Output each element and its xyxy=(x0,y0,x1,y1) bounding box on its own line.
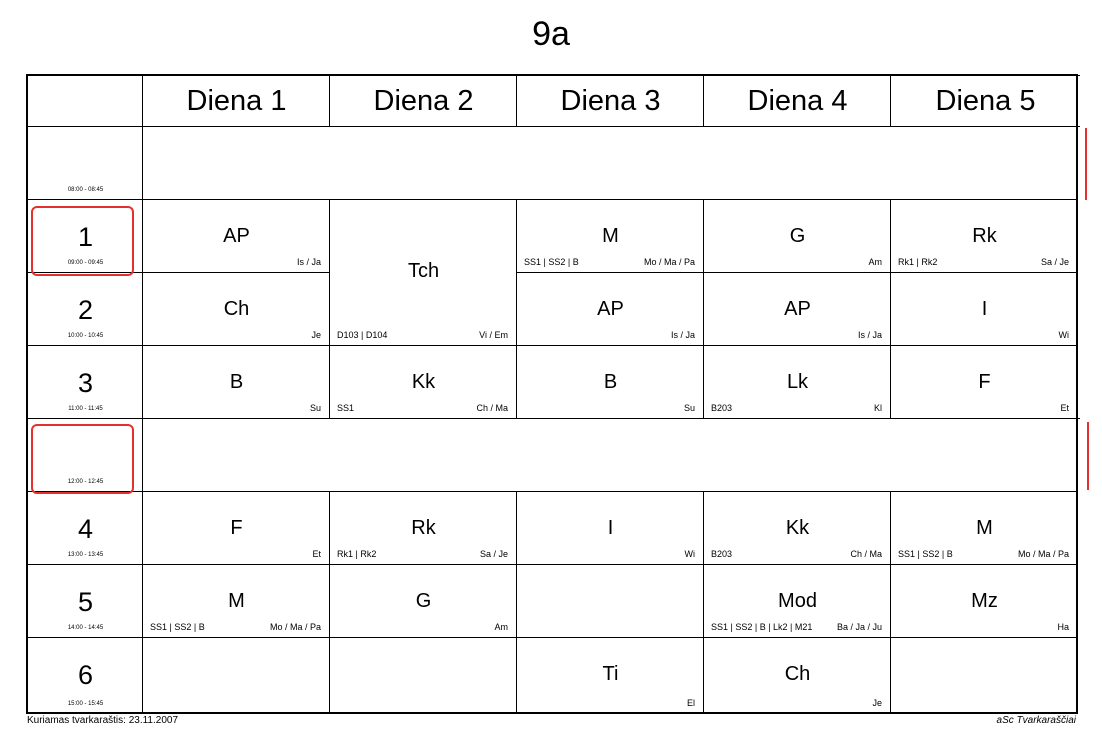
period-label-3 xyxy=(27,345,143,419)
empty-lesson-cell[interactable] xyxy=(142,637,330,714)
lesson-teacher: Kl xyxy=(873,403,882,413)
selection-marker-right xyxy=(1087,422,1089,490)
lesson-teacher: Et xyxy=(312,549,321,559)
period-label-4 xyxy=(27,491,143,565)
lesson-cell[interactable] xyxy=(703,199,891,273)
period-time: 14:00 - 14:45 xyxy=(67,625,104,631)
lesson-teacher: Is / Ja xyxy=(670,330,695,340)
lesson-teacher: Sa / Je xyxy=(1040,257,1069,267)
lesson-teacher: Mo / Ma / Pa xyxy=(269,622,321,632)
empty-lesson-cell[interactable] xyxy=(890,637,1078,714)
lesson-cell[interactable] xyxy=(516,272,704,346)
lesson-room: D103 | D104 xyxy=(337,330,388,340)
period-time: 12:00 - 12:45 xyxy=(67,479,104,485)
lesson-cell-double[interactable] xyxy=(329,199,517,346)
lesson-cell[interactable] xyxy=(516,491,704,565)
lesson-room: Rk1 | Rk2 xyxy=(898,257,938,267)
lesson-room: SS1 | SS2 | B xyxy=(524,257,579,267)
lesson-teacher: Je xyxy=(872,698,882,708)
lesson-subject: Tch xyxy=(407,260,440,282)
period-time: 11:00 - 11:45 xyxy=(68,406,103,412)
lesson-cell[interactable] xyxy=(142,199,330,273)
lesson-teacher: Is / Ja xyxy=(857,330,882,340)
lesson-subject: I xyxy=(981,298,988,320)
lesson-teacher: Ba / Ja / Ju xyxy=(836,622,882,632)
lesson-cell[interactable] xyxy=(142,491,330,565)
lesson-teacher: Ch / Ma xyxy=(476,403,508,413)
lesson-subject: AP xyxy=(784,298,811,320)
lesson-teacher: Su xyxy=(683,403,695,413)
lesson-subject: B xyxy=(229,371,244,393)
lesson-subject: Lk xyxy=(786,371,809,393)
day-header-4: Diena 4 xyxy=(703,75,891,127)
period-time: 09:00 - 09:45 xyxy=(67,260,104,266)
selection-marker-right xyxy=(1085,128,1087,200)
empty-row-early xyxy=(142,126,1080,200)
lesson-subject: F xyxy=(978,371,991,393)
lesson-teacher: Am xyxy=(494,622,508,632)
lesson-subject: I xyxy=(607,517,614,539)
lesson-cell[interactable] xyxy=(142,564,330,638)
lesson-cell[interactable] xyxy=(890,199,1078,273)
day-header-1: Diena 1 xyxy=(142,75,330,127)
lesson-teacher: Je xyxy=(311,330,321,340)
period-time: 13:00 - 13:45 xyxy=(67,552,104,558)
period-number: 3 xyxy=(77,368,94,398)
lesson-subject: Ch xyxy=(223,298,250,320)
lesson-subject: Mod xyxy=(778,590,817,612)
lesson-cell[interactable] xyxy=(890,272,1078,346)
lesson-teacher: Et xyxy=(1060,403,1069,413)
lesson-teacher: Am xyxy=(868,257,882,267)
lesson-teacher: Mo / Ma / Pa xyxy=(1017,549,1069,559)
lesson-subject: AP xyxy=(597,298,624,320)
lesson-subject: Kk xyxy=(411,371,436,393)
lesson-subject: AP xyxy=(223,225,250,247)
lesson-teacher: Sa / Je xyxy=(479,549,508,559)
lesson-teacher: Su xyxy=(309,403,321,413)
lesson-teacher: El xyxy=(686,698,695,708)
lesson-cell[interactable] xyxy=(703,345,891,419)
timetable-title: 9a xyxy=(532,15,570,53)
lesson-room: SS1 xyxy=(337,403,355,413)
lesson-cell[interactable] xyxy=(703,637,891,714)
period-label-0 xyxy=(27,126,143,200)
period-number: 2 xyxy=(77,295,94,325)
empty-lesson-cell[interactable] xyxy=(516,564,704,638)
lesson-cell[interactable] xyxy=(329,491,517,565)
period-label-2 xyxy=(27,272,143,346)
lesson-cell[interactable] xyxy=(329,345,517,419)
corner-cell xyxy=(27,75,143,127)
period-label-5 xyxy=(27,564,143,638)
lesson-cell[interactable] xyxy=(142,345,330,419)
lesson-room-text: SS1 | SS2 | B | Lk2 | M21 xyxy=(711,622,813,632)
lesson-teacher: Ha xyxy=(1057,622,1069,632)
lesson-cell[interactable] xyxy=(890,345,1078,419)
lesson-teacher: Ch / Ma xyxy=(850,549,882,559)
empty-row-lunch xyxy=(142,418,1080,492)
footer-software-credit: aSc Tvarkaraščiai xyxy=(996,715,1076,726)
lesson-subject: Rk xyxy=(972,225,997,247)
lesson-subject: Mz xyxy=(971,590,998,612)
lesson-cell[interactable] xyxy=(142,272,330,346)
lesson-subject: Ti xyxy=(602,663,619,685)
lesson-cell[interactable] xyxy=(516,345,704,419)
lesson-subject: B xyxy=(603,371,618,393)
day-header-5: Diena 5 xyxy=(890,75,1080,127)
period-label-6 xyxy=(27,637,143,714)
timetable-grid xyxy=(26,74,1078,714)
lesson-room: B203 xyxy=(711,549,733,559)
lesson-cell[interactable] xyxy=(516,637,704,714)
lesson-teacher: Is / Ja xyxy=(296,257,321,267)
lesson-subject: G xyxy=(789,225,806,247)
day-header-3: Diena 3 xyxy=(516,75,704,127)
lesson-cell[interactable] xyxy=(703,272,891,346)
lesson-subject: M xyxy=(976,517,993,539)
lesson-teacher: Mo / Ma / Pa xyxy=(643,257,695,267)
period-time: 08:00 - 08:45 xyxy=(67,187,104,193)
lesson-teacher: Vi / Em xyxy=(479,330,508,340)
lesson-subject: Kk xyxy=(785,517,810,539)
day-header-2: Diena 2 xyxy=(329,75,517,127)
lesson-cell[interactable] xyxy=(329,564,517,638)
lesson-subject: Ch xyxy=(784,663,811,685)
lesson-teacher: Wi xyxy=(684,549,695,559)
lesson-subject: Rk xyxy=(411,517,436,539)
period-number: 4 xyxy=(77,514,94,544)
selection-highlight-lunch xyxy=(31,424,134,494)
lesson-room: SS1 | SS2 | B xyxy=(150,622,205,632)
lesson-cell[interactable] xyxy=(890,564,1078,638)
footer-created-date: Kuriamas tvarkaraštis: 23.11.2007 xyxy=(27,715,179,726)
selection-highlight-period-1 xyxy=(31,206,134,276)
period-number: 6 xyxy=(77,660,94,690)
lesson-subject: G xyxy=(415,590,432,612)
lesson-teacher: Wi xyxy=(1058,330,1069,340)
lesson-room: SS1 | SS2 | B xyxy=(898,549,953,559)
lesson-cell[interactable] xyxy=(703,564,891,638)
lesson-cell[interactable] xyxy=(516,199,704,273)
lesson-room: B203 xyxy=(711,403,733,413)
period-time: 10:00 - 10:45 xyxy=(67,333,104,339)
empty-lesson-cell[interactable] xyxy=(329,637,517,714)
lesson-room: Rk1 | Rk2 xyxy=(337,549,377,559)
period-number: 1 xyxy=(77,222,94,252)
period-number: 5 xyxy=(77,587,94,617)
lesson-subject: F xyxy=(230,517,243,539)
lesson-cell[interactable] xyxy=(703,491,891,565)
lesson-cell[interactable] xyxy=(890,491,1078,565)
lesson-subject: M xyxy=(228,590,245,612)
lesson-subject: M xyxy=(602,225,619,247)
period-time: 15:00 - 15:45 xyxy=(67,701,104,707)
